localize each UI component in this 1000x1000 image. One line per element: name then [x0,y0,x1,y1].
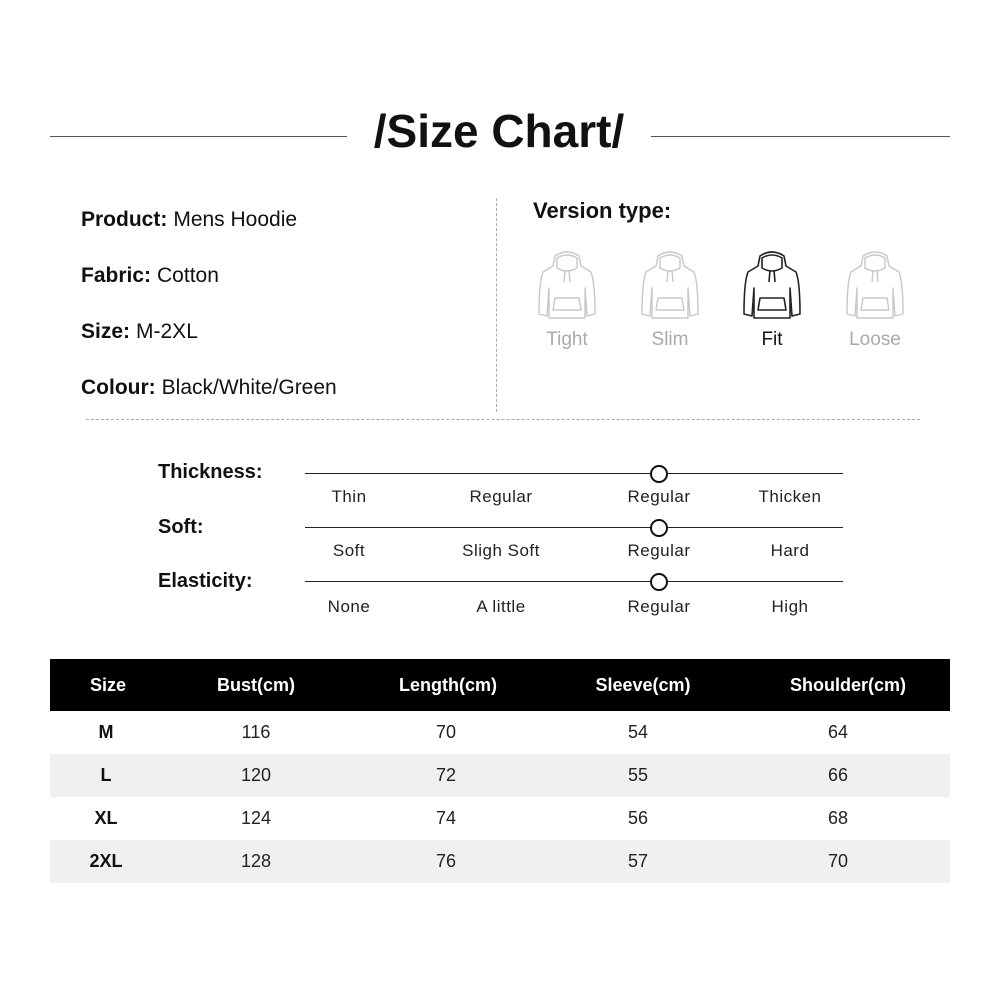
cell-shoulder: 64 [827,722,849,742]
scale-elasticity-label: Elasticity: [158,570,253,592]
info-product-label: Product: [81,208,168,231]
table-row [50,754,950,797]
cell-length: 76 [435,851,457,871]
cell-bust: 124 [240,808,272,828]
scale-option: Sligh Soft [462,541,540,560]
version-label-tight: Tight [546,329,588,350]
scale-option: A little [476,597,526,616]
cell-shoulder: 70 [827,851,849,871]
scale-thickness-knob [650,465,668,483]
cell-size: XL [94,808,118,828]
table-row [50,797,950,840]
cell-sleeve: 54 [627,722,649,742]
table-row [50,711,950,754]
scale-option: High [771,597,809,616]
cell-sleeve: 57 [627,851,649,871]
scale-thickness-line [305,473,843,474]
scale-thickness-label: Thickness: [158,461,263,483]
version-type-title: Version type: [533,198,672,223]
col-header-bust: Bust(cm) [216,674,295,695]
info-size-label: Size: [81,320,131,343]
scale-soft-knob [650,519,668,537]
col-header-size: Size [89,674,127,695]
cell-bust: 120 [240,765,272,785]
cell-length: 70 [435,722,457,742]
info-fabric [81,264,219,288]
info-colour-value: Black/White/Green [161,376,337,399]
scale-option: Regular [469,487,533,506]
cell-size: M [98,722,114,742]
col-header-shoulder: Shoulder(cm) [789,674,906,695]
cell-shoulder: 66 [827,765,849,785]
scale-elasticity-line [305,581,843,582]
vertical-divider [496,198,497,412]
info-product [81,208,297,232]
size-table [50,659,950,883]
scale-soft-label: Soft: [158,516,204,538]
scale-option: Thin [331,487,367,506]
scale-elasticity-knob [650,573,668,591]
scale-option: Soft [332,541,366,560]
col-header-length: Length(cm) [399,674,497,695]
cell-shoulder: 68 [827,808,849,828]
info-fabric-value: Cotton [157,264,219,287]
hoodie-loose-icon [845,248,905,322]
scale-option: Thicken [758,487,822,506]
scale-soft-line [305,527,843,528]
info-product-value: Mens Hoodie [173,208,298,231]
hoodie-fit-icon [742,248,802,322]
scale-option: Regular [627,487,691,506]
info-fabric-label: Fabric: [81,264,152,287]
version-label-slim: Slim [651,329,689,350]
horizontal-divider [86,419,920,420]
hoodie-tight-icon [537,248,597,322]
version-label-loose: Loose [849,329,901,350]
info-colour [81,376,337,400]
info-colour-label: Colour: [81,376,156,399]
scale-option: Regular [627,597,691,616]
cell-length: 72 [435,765,457,785]
title-rule-right [651,136,950,137]
cell-size: 2XL [89,851,123,871]
scale-option: None [327,597,371,616]
cell-bust: 128 [240,851,272,871]
info-size [81,320,198,344]
version-label-fit: Fit [761,329,783,350]
cell-sleeve: 56 [627,808,649,828]
scale-option: Regular [627,541,691,560]
cell-length: 74 [435,808,457,828]
cell-size: L [100,765,112,785]
page-title: /Size Chart/ [373,105,625,157]
info-size-value: M-2XL [136,320,198,343]
cell-bust: 116 [241,722,271,742]
table-row [50,840,950,883]
table-header-row [50,659,950,711]
hoodie-slim-icon [640,248,700,322]
cell-sleeve: 55 [627,765,649,785]
title-rule-left [50,136,347,137]
scale-option: Hard [770,541,810,560]
col-header-sleeve: Sleeve(cm) [595,674,691,695]
